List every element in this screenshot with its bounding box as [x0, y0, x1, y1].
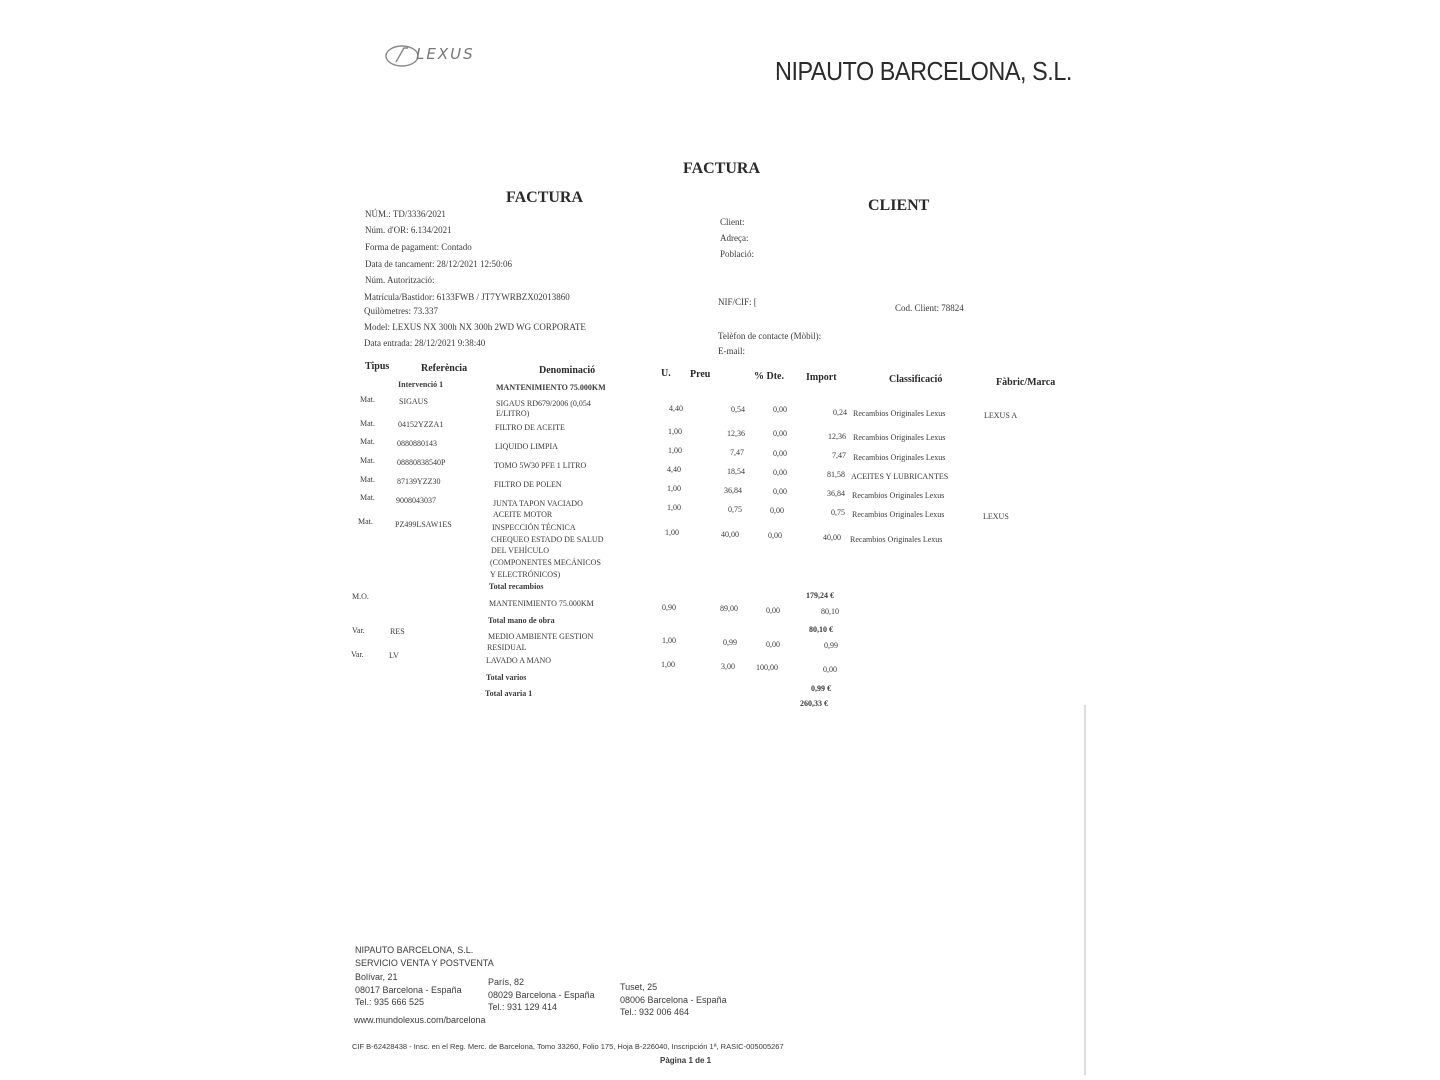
total-parts-value: 179,24 €	[806, 591, 834, 600]
total-labor-label: Total mano de obra	[488, 616, 555, 625]
client-nif: NIF/CIF: [	[718, 297, 757, 307]
row-price: 0,75	[728, 505, 742, 514]
row-class: Recambios Originales Lexus	[853, 433, 946, 442]
row-units: 4,40	[669, 404, 683, 413]
client-city: Població:	[720, 249, 754, 259]
row-desc: (COMPONENTES MECÁNICOS	[490, 558, 601, 567]
footer-address-3-city: 08006 Barcelona - España	[620, 995, 727, 1005]
row-discount: 0,00	[773, 429, 787, 438]
footer-address-1-street: Bolívar, 21	[355, 972, 398, 982]
row-import: 36,84	[827, 489, 845, 498]
row-desc: SIGAUS RD679/2006 (0,054	[496, 399, 591, 408]
col-denominacio: Denominació	[539, 365, 596, 376]
col-discount: % Dte.	[754, 371, 784, 382]
row-price: 0,99	[723, 638, 737, 647]
row-discount: 0,00	[766, 606, 780, 615]
row-brand: LEXUS	[983, 512, 1009, 521]
row-tipus: Mat.	[360, 493, 375, 502]
row-import: 0,99	[824, 641, 838, 650]
row-class: Recambios Originales Lexus	[852, 491, 945, 500]
footer-address-1-city: 08017 Barcelona - España	[355, 985, 462, 995]
row-desc: CHEQUEO ESTADO DE SALUD	[491, 535, 604, 544]
plate-vin: Matrícula/Bastidor: 6133FWB / JT7YWRBZX02013860	[364, 292, 570, 302]
row-units: 1,00	[661, 660, 675, 669]
col-import: Import	[806, 372, 837, 383]
row-discount: 0,00	[773, 468, 787, 477]
row-desc: Y ELECTRÓNICOS)	[490, 570, 561, 579]
row-import: 81,58	[827, 470, 845, 479]
row-discount: 0,00	[766, 640, 780, 649]
row-import: 40,00	[823, 533, 841, 542]
row-tipus: Mat.	[360, 419, 375, 428]
row-desc: ACEITE MOTOR	[493, 510, 553, 519]
total-parts-label: Total recambios	[489, 582, 544, 591]
row-desc: FILTRO DE ACEITE	[495, 423, 565, 432]
row-class: Recambios Originales Lexus	[850, 535, 943, 544]
intervention-label: Intervenció 1	[398, 380, 444, 389]
scan-edge	[1084, 705, 1086, 1075]
row-ref: LV	[389, 651, 399, 660]
row-units: 0,90	[662, 603, 676, 612]
row-tipus: Mat.	[360, 456, 375, 465]
row-units: 1,00	[662, 636, 676, 645]
row-ref: RES	[390, 627, 405, 636]
col-brand: Fàbric/Marca	[996, 377, 1056, 388]
row-desc: FILTRO DE POLEN	[494, 480, 562, 489]
client-phone: Telèfon de contacte (Mòbil):	[718, 331, 822, 341]
client-email: E-mail:	[718, 346, 745, 356]
vehicle-model: Model: LEXUS NX 300h NX 300h 2WD WG CORPORATE	[364, 322, 586, 332]
row-price: 0,54	[731, 405, 745, 414]
row-import: 0,24	[833, 408, 847, 417]
invoice-heading: FACTURA	[506, 189, 584, 206]
row-discount: 0,00	[773, 487, 787, 496]
row-discount: 0,00	[773, 449, 787, 458]
company-name: NIPAUTO BARCELONA, S.L.	[775, 56, 1072, 86]
row-tipus: M.O.	[352, 592, 369, 601]
row-import: 80,10	[821, 607, 839, 616]
col-units: U.	[661, 368, 671, 379]
footer-address-3-phone: Tel.: 932 006 464	[620, 1007, 690, 1017]
intervention-title: MANTENIMIENTO 75.000KM	[496, 383, 606, 392]
row-class: Recambios Originales Lexus	[852, 510, 945, 519]
row-price: 12,36	[727, 429, 745, 438]
row-desc: E/LITRO)	[496, 409, 530, 418]
brand-logo-text: LEXUS	[416, 45, 475, 63]
row-desc: MANTENIMIENTO 75.000KM	[489, 599, 594, 608]
row-discount: 100,00	[756, 663, 778, 672]
row-tipus: Mat.	[360, 395, 375, 404]
row-import: 12,36	[828, 432, 846, 441]
row-tipus: Mat.	[358, 517, 373, 526]
row-import: 0,00	[823, 665, 837, 674]
row-price: 36,84	[724, 486, 742, 495]
footer-address-2-street: París, 82	[488, 977, 525, 987]
row-desc: JUNTA TAPON VACIADO	[493, 499, 583, 508]
footer-address-3-street: Tuset, 25	[620, 982, 658, 992]
row-import: 0,75	[831, 508, 845, 517]
client-code: Cod. Client: 78824	[895, 303, 964, 313]
row-units: 4,40	[667, 465, 681, 474]
row-ref: 04152YZZA1	[398, 420, 444, 429]
row-price: 40,00	[721, 530, 739, 539]
client-heading: CLIENT	[868, 197, 930, 214]
entry-date: Data entrada: 28/12/2021 9:38:40	[364, 338, 486, 348]
invoice-number: NÚM.: TD/3336/2021	[365, 209, 446, 219]
row-discount: 0,00	[768, 531, 782, 540]
footer-address-2-city: 08029 Barcelona - España	[488, 990, 595, 1000]
row-units: 1,00	[668, 427, 682, 436]
client-address: Adreça:	[720, 233, 749, 243]
row-units: 1,00	[665, 528, 679, 537]
row-desc: DEL VEHÍCULO	[491, 546, 549, 555]
row-class: ACEITES Y LUBRICANTES	[851, 472, 949, 481]
row-brand: LEXUS A	[984, 411, 1018, 420]
footer-web: www.mundolexus.com/barcelona	[354, 1015, 486, 1025]
row-desc: LAVADO A MANO	[486, 656, 552, 665]
row-price: 3,00	[721, 662, 735, 671]
row-tipus: Mat.	[360, 475, 375, 484]
footer-address-1-phone: Tel.: 935 666 525	[355, 997, 425, 1007]
row-desc: INSPECCIÓN TÉCNICA	[492, 523, 576, 532]
grand-total-value: 260,33 €	[800, 699, 828, 708]
row-ref: PZ499LSAW1ES	[395, 520, 452, 529]
row-price: 89,00	[720, 604, 738, 613]
row-desc: TOMO 5W30 PFE 1 LITRO	[494, 461, 587, 470]
document-title: FACTURA	[683, 160, 761, 177]
col-tipus: Tipus	[365, 361, 390, 372]
row-desc: RESIDUAL	[487, 643, 527, 652]
page-number: Pàgina 1 de 1	[660, 1056, 712, 1065]
mileage: Quilòmetres: 73.337	[364, 306, 438, 316]
col-price: Preu	[690, 369, 711, 380]
col-referencia: Referència	[421, 363, 468, 374]
col-classification: Classificació	[889, 374, 943, 385]
row-ref: 9008043037	[396, 496, 436, 505]
row-tipus: Var.	[351, 650, 364, 659]
authorization-number: Núm. Autorització:	[365, 275, 435, 285]
payment-method: Forma de pagament: Contado	[365, 242, 472, 252]
row-tipus: Var.	[352, 626, 365, 635]
row-desc: LIQUIDO LIMPIA	[495, 442, 558, 451]
client-name: Client:	[720, 217, 745, 227]
total-misc-value: 0,99 €	[811, 684, 831, 693]
total-labor-value: 80,10 €	[809, 625, 833, 634]
row-tipus: Mat.	[360, 437, 375, 446]
footer-service: SERVICIO VENTA Y POSTVENTA	[355, 958, 494, 968]
closing-date: Data de tancament: 28/12/2021 12:50:06	[365, 259, 512, 269]
row-ref: SIGAUS	[399, 397, 428, 406]
total-breakdown-label: Total avaria 1	[485, 689, 533, 698]
row-class: Recambios Originales Lexus	[853, 453, 946, 462]
footer-company: NIPAUTO BARCELONA, S.L.	[355, 945, 474, 955]
row-desc: MEDIO AMBIENTE GESTION	[488, 632, 594, 641]
row-class: Recambios Originales Lexus	[853, 409, 946, 418]
row-discount: 0,00	[773, 405, 787, 414]
row-units: 1,00	[667, 484, 681, 493]
total-misc-label: Total varios	[486, 673, 527, 682]
row-ref: 08880838540P	[397, 458, 446, 467]
row-ref: 87139YZZ30	[397, 477, 441, 486]
row-price: 18,54	[727, 467, 745, 476]
row-price: 7,47	[730, 448, 744, 457]
footer-address-2-phone: Tel.: 931 129 414	[488, 1002, 558, 1012]
row-units: 1,00	[667, 503, 681, 512]
row-units: 1,00	[668, 446, 682, 455]
footer-legal: CIF B-62428438 - Insc. en el Reg. Merc. de Barcelona, Tomo 33260, Folio 175, Hoja B-226040, Inscripción 1ª, RASIC-005005267	[352, 1042, 784, 1051]
or-number: Núm. d'OR: 6.134/2021	[365, 225, 452, 235]
row-ref: 0880880143	[397, 439, 437, 448]
row-import: 7,47	[832, 451, 846, 460]
row-discount: 0,00	[770, 506, 784, 515]
